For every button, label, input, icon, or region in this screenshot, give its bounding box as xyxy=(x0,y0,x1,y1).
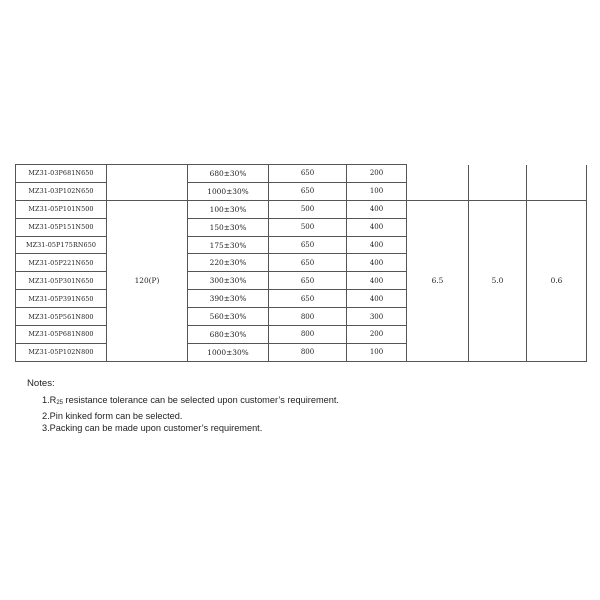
col-e-cell: 5.0 xyxy=(469,200,527,361)
current-cell: 100 xyxy=(347,343,407,361)
current-cell: 200 xyxy=(347,165,407,183)
col-e-cell-empty xyxy=(469,165,527,201)
spec-table-body xyxy=(16,165,587,362)
voltage-cell: 650 xyxy=(269,290,347,308)
resistance-cell: 300±30% xyxy=(188,272,269,290)
model-cell: MZ31-05P561N800 xyxy=(16,308,107,326)
table-row xyxy=(16,165,587,183)
col-f-cell-empty xyxy=(527,165,587,201)
note-line-1 xyxy=(42,395,339,409)
voltage-cell: 800 xyxy=(269,343,347,361)
voltage-cell: 500 xyxy=(269,200,347,218)
voltage-cell: 500 xyxy=(269,218,347,236)
resistance-cell: 100±30% xyxy=(188,200,269,218)
model-cell: MZ31-05P175RN650 xyxy=(16,236,107,254)
notes-title: Notes: xyxy=(27,378,55,389)
voltage-cell: 650 xyxy=(269,254,347,272)
model-cell: MZ31-03P681N650 xyxy=(16,165,107,183)
shared-value-cell-empty xyxy=(107,165,188,201)
resistance-cell: 1000±30% xyxy=(188,343,269,361)
current-cell: 400 xyxy=(347,218,407,236)
note-line-2: 2.Pin kinked form can be selected. xyxy=(42,410,183,421)
table-row xyxy=(16,200,587,218)
current-cell: 400 xyxy=(347,290,407,308)
resistance-cell: 680±30% xyxy=(188,326,269,344)
resistance-cell: 680±30% xyxy=(188,165,269,183)
voltage-cell: 650 xyxy=(269,165,347,183)
resistance-cell: 560±30% xyxy=(188,308,269,326)
note-1-prefix: 1.R xyxy=(42,395,57,405)
current-cell: 100 xyxy=(347,182,407,200)
model-cell: MZ31-05P101N500 xyxy=(16,200,107,218)
voltage-cell: 650 xyxy=(269,236,347,254)
current-cell: 400 xyxy=(347,236,407,254)
notes-section xyxy=(27,378,339,436)
voltage-cell: 800 xyxy=(269,326,347,344)
voltage-cell: 650 xyxy=(269,272,347,290)
note-1-text: resistance tolerance can be selected upon customer’s requirement. xyxy=(63,395,339,405)
resistance-cell: 1000±30% xyxy=(188,182,269,200)
model-cell: MZ31-05P301N650 xyxy=(16,272,107,290)
current-cell: 200 xyxy=(347,326,407,344)
col-d-cell-empty xyxy=(407,165,469,201)
note-line-3: 3.Packing can be made upon customer’s requirement. xyxy=(42,423,263,433)
voltage-cell: 800 xyxy=(269,308,347,326)
shared-value-cell: 120(P) xyxy=(107,200,188,361)
current-cell: 400 xyxy=(347,272,407,290)
current-cell: 400 xyxy=(347,254,407,272)
col-d-cell: 6.5 xyxy=(407,200,469,361)
model-cell: MZ31-03P102N650 xyxy=(16,182,107,200)
model-cell: MZ31-05P102N800 xyxy=(16,343,107,361)
note-1-subscript: 25 xyxy=(56,400,63,406)
model-cell: MZ31-05P221N650 xyxy=(16,254,107,272)
model-cell: MZ31-05P681N800 xyxy=(16,326,107,344)
model-cell: MZ31-05P391N650 xyxy=(16,290,107,308)
resistance-cell: 150±30% xyxy=(188,218,269,236)
model-cell: MZ31-05P151N500 xyxy=(16,218,107,236)
current-cell: 400 xyxy=(347,200,407,218)
resistance-cell: 220±30% xyxy=(188,254,269,272)
resistance-cell: 390±30% xyxy=(188,290,269,308)
col-f-cell: 0.6 xyxy=(527,200,587,361)
spec-table xyxy=(15,164,587,362)
voltage-cell: 650 xyxy=(269,182,347,200)
current-cell: 300 xyxy=(347,308,407,326)
resistance-cell: 175±30% xyxy=(188,236,269,254)
